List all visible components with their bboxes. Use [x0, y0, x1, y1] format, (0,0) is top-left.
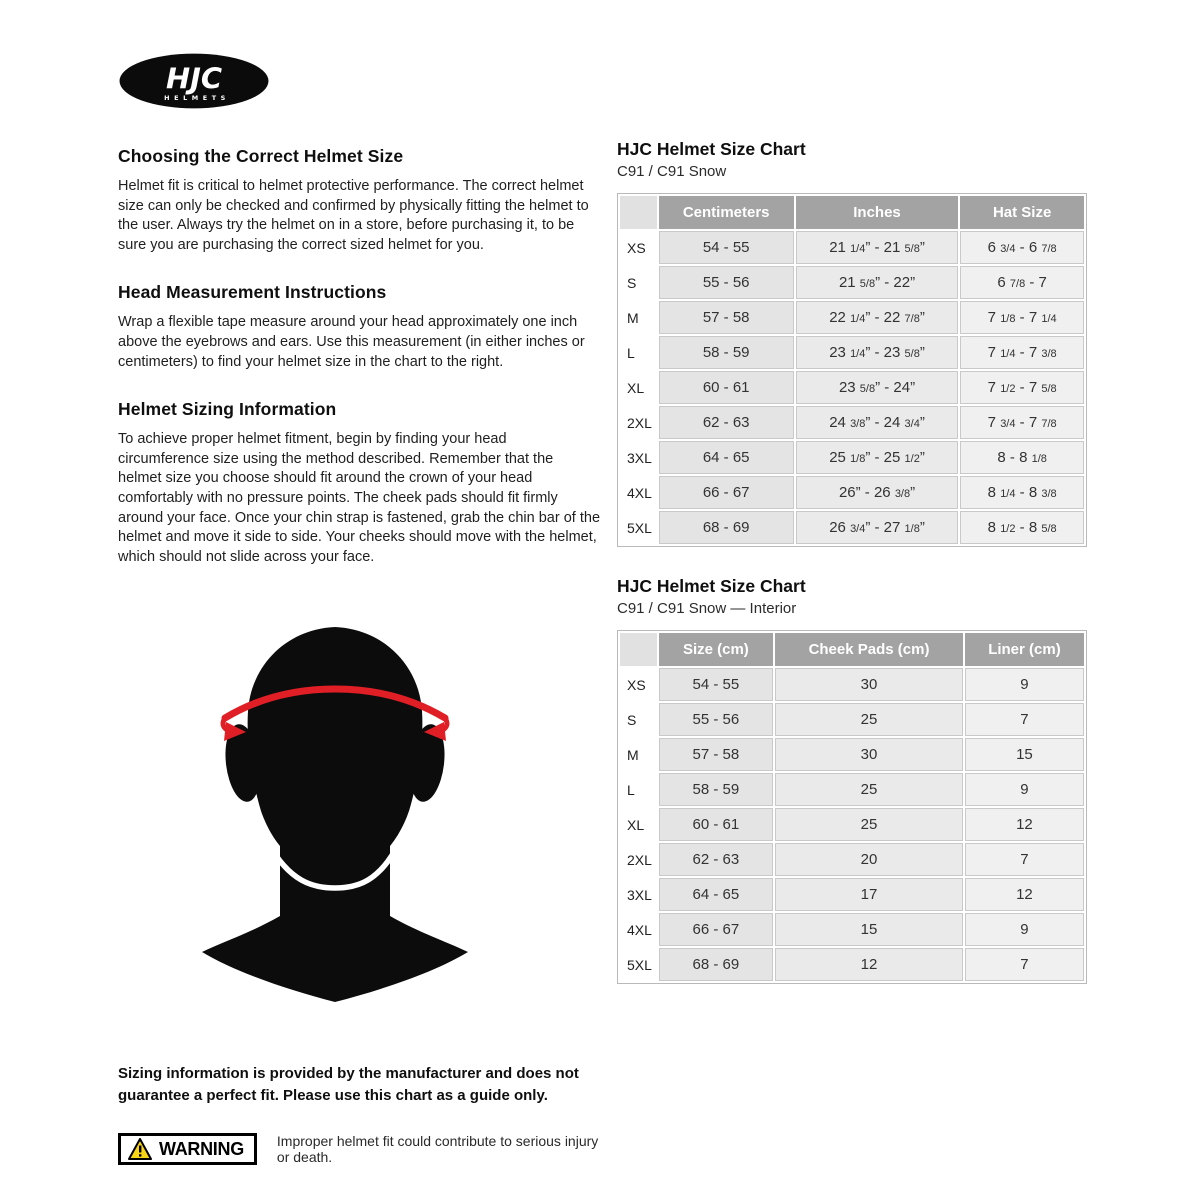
size-value-cell: 62 - 63 [659, 406, 794, 439]
row-size-label: L [620, 773, 657, 806]
size-value-cell: 15 [775, 913, 963, 946]
size-row [620, 406, 1084, 439]
section-heading-choosing-size: Choosing the Correct Helmet Size [118, 146, 404, 166]
size-value-cell: 60 - 61 [659, 808, 774, 841]
size-value-cell: 25 1/8” - 25 1/2” [796, 441, 959, 474]
size-row [620, 738, 1084, 771]
size-row [620, 878, 1084, 911]
size-value-cell: 7 1/2 - 7 5/8 [960, 371, 1084, 404]
row-size-label: 5XL [620, 948, 657, 981]
right-column [617, 139, 1091, 984]
size-value-cell: 30 [775, 668, 963, 701]
corner-cell [620, 633, 657, 666]
size-row [620, 668, 1084, 701]
size-row [620, 301, 1084, 334]
column-header: Liner (cm) [965, 633, 1084, 666]
size-value-cell: 20 [775, 843, 963, 876]
row-size-label: S [620, 703, 657, 736]
size-row [620, 948, 1084, 981]
warning-triangle-icon [128, 1138, 152, 1160]
column-header: Inches [796, 196, 959, 229]
section-heading-sizing-information: Helmet Sizing Information [118, 399, 337, 420]
size-value-cell: 9 [965, 773, 1084, 806]
corner-cell [620, 196, 657, 229]
warning-label: WARNING [159, 1138, 244, 1159]
row-size-label: M [620, 301, 657, 334]
size-chart-block-exterior [617, 139, 1091, 547]
size-chart-title: HJC Helmet Size Chart [617, 139, 806, 159]
logo-text: HJC [165, 61, 223, 96]
sizing-disclaimer: Sizing information is provided by the manufacturer and does not guarantee a perfect fit. Please use this chart as a guide only. [118, 1065, 579, 1105]
head-silhouette [248, 627, 423, 875]
size-value-cell: 9 [965, 668, 1084, 701]
size-value-cell: 24 3/8” - 24 3/4” [796, 406, 959, 439]
size-value-cell: 66 - 67 [659, 476, 794, 509]
size-row [620, 773, 1084, 806]
size-value-cell: 7 [965, 843, 1084, 876]
size-chart-subtitle: C91 / C91 Snow [617, 163, 727, 180]
size-row [620, 476, 1084, 509]
section-body-sizing-information: To achieve proper helmet fitment, begin by finding your head circumference size using the method described. Remember that the helmet size you choose should fit around the crown of your head comfortably with no pressure points. The cheek pads should fit firmly around your face. Once your chin strap is fastened, grab the chin bar of the helmet and move it side to side. Your cheeks should move with the helmet, which should not slide across your face. [118, 431, 601, 565]
size-value-cell: 7 [965, 703, 1084, 736]
size-value-cell: 55 - 56 [659, 266, 794, 299]
warning-badge [118, 1133, 257, 1165]
size-value-cell: 26” - 26 3/8” [796, 476, 959, 509]
size-value-cell: 60 - 61 [659, 371, 794, 404]
size-row [620, 441, 1084, 474]
size-value-cell: 15 [965, 738, 1084, 771]
size-value-cell: 30 [775, 738, 963, 771]
size-value-cell: 21 5/8” - 22” [796, 266, 959, 299]
size-value-cell: 26 3/4” - 27 1/8” [796, 511, 959, 544]
size-row [620, 511, 1084, 544]
size-chart-table-exterior [617, 193, 1087, 547]
left-column [118, 52, 600, 1165]
size-chart-table-interior [617, 630, 1087, 984]
size-value-cell: 25 [775, 773, 963, 806]
row-size-label: 2XL [620, 843, 657, 876]
size-value-cell: 21 1/4” - 21 5/8” [796, 231, 959, 264]
row-size-label: 2XL [620, 406, 657, 439]
row-size-label: 3XL [620, 441, 657, 474]
size-value-cell: 7 [965, 948, 1084, 981]
size-value-cell: 7 1/8 - 7 1/4 [960, 301, 1084, 334]
row-size-label: L [620, 336, 657, 369]
logo-subtext: HELMETS [164, 94, 230, 102]
size-value-cell: 54 - 55 [659, 231, 794, 264]
size-value-cell: 23 5/8” - 24” [796, 371, 959, 404]
size-chart-subtitle: C91 / C91 Snow — Interior [617, 600, 797, 617]
size-row [620, 703, 1084, 736]
size-value-cell: 55 - 56 [659, 703, 774, 736]
row-size-label: 5XL [620, 511, 657, 544]
size-value-cell: 22 1/4” - 22 7/8” [796, 301, 959, 334]
size-row [620, 266, 1084, 299]
size-value-cell: 62 - 63 [659, 843, 774, 876]
column-header: Hat Size [960, 196, 1084, 229]
header-row [620, 196, 1084, 229]
size-value-cell: 64 - 65 [659, 441, 794, 474]
row-size-label: XS [620, 231, 657, 264]
size-value-cell: 68 - 69 [659, 511, 794, 544]
size-value-cell: 7 3/4 - 7 7/8 [960, 406, 1084, 439]
size-value-cell: 12 [965, 878, 1084, 911]
column-header: Centimeters [659, 196, 794, 229]
row-size-label: XL [620, 371, 657, 404]
row-size-label: XS [620, 668, 657, 701]
size-value-cell: 58 - 59 [659, 773, 774, 806]
row-size-label: S [620, 266, 657, 299]
size-value-cell: 7 1/4 - 7 3/8 [960, 336, 1084, 369]
size-value-cell: 9 [965, 913, 1084, 946]
row-size-label: 4XL [620, 476, 657, 509]
size-value-cell: 25 [775, 703, 963, 736]
row-size-label: XL [620, 808, 657, 841]
head-silhouette-diagram [130, 591, 590, 1021]
section-heading-head-measurement: Head Measurement Instructions [118, 282, 387, 303]
size-value-cell: 6 7/8 - 7 [960, 266, 1084, 299]
size-value-cell: 57 - 58 [659, 301, 794, 334]
column-header: Cheek Pads (cm) [775, 633, 963, 666]
size-value-cell: 58 - 59 [659, 336, 794, 369]
row-size-label: 3XL [620, 878, 657, 911]
size-value-cell: 17 [775, 878, 963, 911]
size-value-cell: 57 - 58 [659, 738, 774, 771]
size-row [620, 371, 1084, 404]
size-value-cell: 25 [775, 808, 963, 841]
size-value-cell: 68 - 69 [659, 948, 774, 981]
size-value-cell: 6 3/4 - 6 7/8 [960, 231, 1084, 264]
size-value-cell: 12 [775, 948, 963, 981]
size-value-cell: 8 1/2 - 8 5/8 [960, 511, 1084, 544]
size-value-cell: 54 - 55 [659, 668, 774, 701]
size-row [620, 336, 1084, 369]
size-value-cell: 64 - 65 [659, 878, 774, 911]
size-value-cell: 23 1/4” - 23 5/8” [796, 336, 959, 369]
row-size-label: 4XL [620, 913, 657, 946]
size-value-cell: 12 [965, 808, 1084, 841]
size-value-cell: 8 1/4 - 8 3/8 [960, 476, 1084, 509]
size-row [620, 808, 1084, 841]
section-body-choosing-size: Helmet fit is critical to helmet protective performance. The correct helmet size can only be checked and confirmed by physically fitting the helmet to the user. Always try the helmet on in a store, before purchasing it, to be sure you are purchasing the correct sized helmet for you. [118, 178, 589, 253]
size-chart-block-interior [617, 576, 1091, 984]
size-row [620, 231, 1084, 264]
size-row [620, 843, 1084, 876]
size-chart-title: HJC Helmet Size Chart [617, 576, 806, 596]
warning-text: Improper helmet fit could contribute to serious injury or death. [276, 1133, 599, 1166]
hjc-helmets-logo [118, 52, 270, 110]
header-row [620, 633, 1084, 666]
size-value-cell: 8 - 8 1/8 [960, 441, 1084, 474]
warning-row [118, 1133, 600, 1165]
size-row [620, 913, 1084, 946]
row-size-label: M [620, 738, 657, 771]
column-header: Size (cm) [659, 633, 774, 666]
section-body-head-measurement: Wrap a flexible tape measure around your head approximately one inch above the eyebrows and ears. Use this measurement (in either inches or centimeters) to find your helmet size in the chart to the right. [118, 314, 585, 370]
size-value-cell: 66 - 67 [659, 913, 774, 946]
